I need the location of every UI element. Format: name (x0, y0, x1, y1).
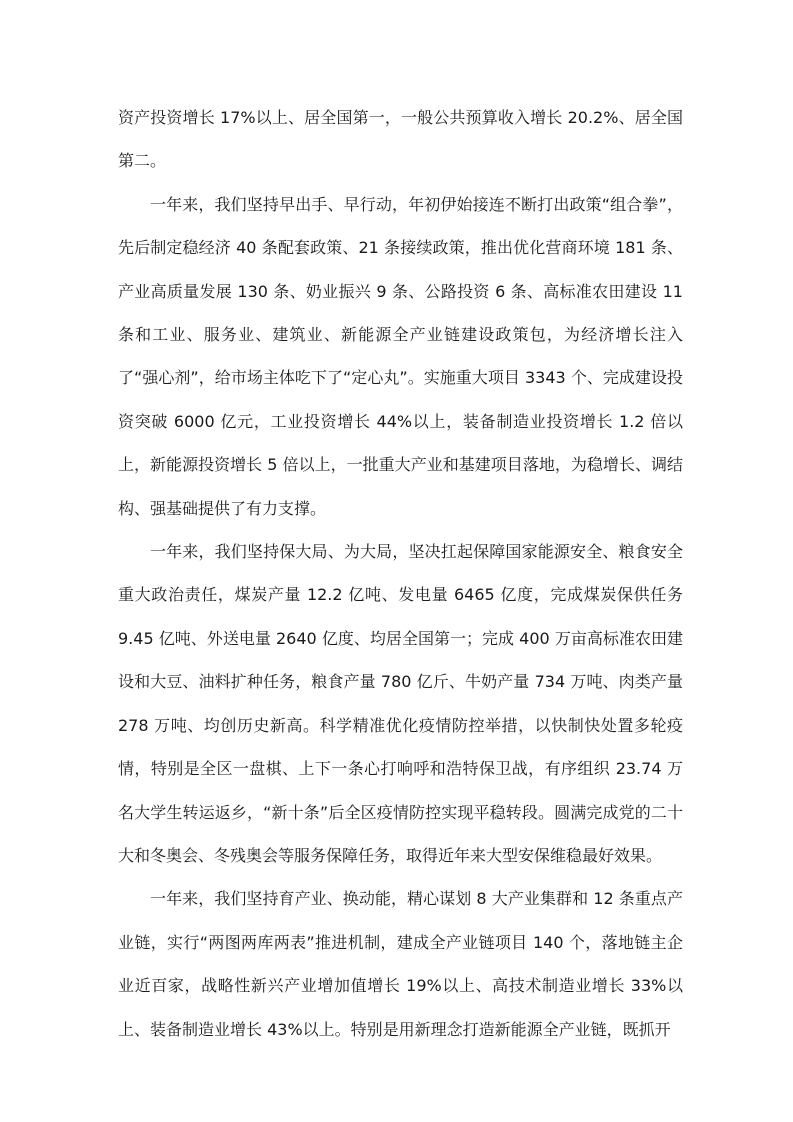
paragraph-1: 资产投资增长 17%以上、居全国第一，一般公共预算收入增长 20.2%、居全国第二。 (118, 108, 683, 171)
body-text (118, 96, 683, 1051)
paragraph-2: 一年来，我们坚持早出手、早行动，年初伊始接连不断打出政策“组合拳”，先后制定稳经济 40 条配套政策、21 条接续政策，推出优化营商环境 181 条、产业高质量发展 130 条、奶业振兴 9 条、公路投资 6 条、高标准农田建设 11 条和工业、服务业、建筑业、新能源全产业链建设政策包，为经济增长注入了“强心剂”，给市场主体吃下了“定心丸”。实施重大项目 3343 个、完成建设投资突破 6000 亿元，工业投资增长 44%以上，装备制造业投资增长 1.2 倍以上，新能源投资增长 5 倍以上，一批重大产业和基建项目落地，为稳增长、调结构、强基础提供了有力支撑。 (118, 194, 683, 518)
paragraph-3: 一年来，我们坚持保大局、为大局，坚决扛起保障国家能源安全、粮食安全重大政治责任，煤炭产量 12.2 亿吨、发电量 6465 亿度，完成煤炭保供任务 9.45 亿吨、外送电量 2640 亿度、均居全国第一；完成 400 万亩高标准农田建设和大豆、油料扩种任务，粮食产量 780 亿斤、牛奶产量 734 万吨、肉类产量 278 万吨、均创历史新高。科学精准优化疫情防控举措，以快制快处置多轮疫情，特别是全区一盘棋、上下一条心打响呼和浩特保卫战，有序组织 23.74 万名大学生转运返乡，“新十条”后全区疫情防控实现平稳转段。圆满完成党的二十大和冬奥会、冬残奥会等服务保障任务，取得近年来大型安保维稳最好效果。 (118, 542, 683, 865)
paragraph-4: 一年来，我们坚持育产业、换动能，精心谋划 8 大产业集群和 12 条重点产业链，实行“两图两库两表”推进机制，建成全产业链项目 140 个，落地链主企业近百家，战略性新兴产业增加值增长 19%以上、高技术制造业增长 33%以上、装备制造业增长 43%以上。特别是用新理念打造新能源全产业链，既抓开 (118, 889, 683, 1039)
